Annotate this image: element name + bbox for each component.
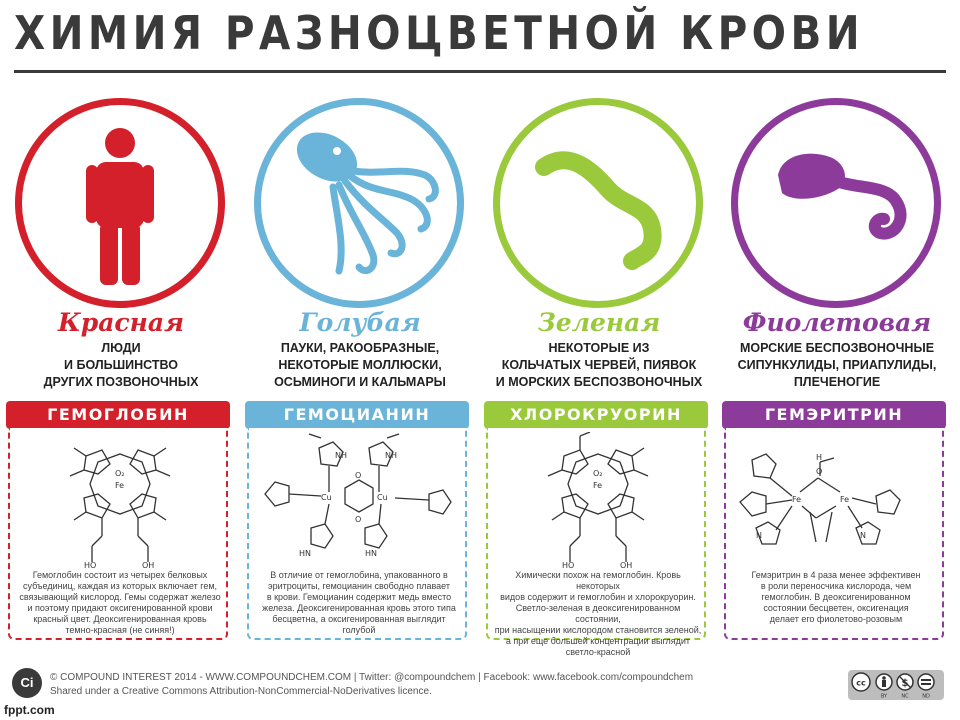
cc-license-badge [848, 670, 944, 700]
note-line: делает его фиолетово-розовым [769, 614, 903, 624]
pigment-box [247, 428, 467, 640]
svg-text:Cu: Cu [321, 493, 332, 502]
octopus-icon [261, 105, 457, 301]
circle-blue [254, 98, 464, 308]
note-line: Светло-зеленая в деоксигенированном состоянии, [515, 603, 681, 624]
watermark: fppt.com [4, 703, 55, 717]
organisms-description [6, 340, 236, 391]
desc-line: НЕКОТОРЫЕ МОЛЛЮСКИ, [278, 358, 442, 372]
note-line: и поэтому придают оксигенированной крови [27, 603, 213, 613]
color-name: Красная [58, 308, 184, 337]
note-line: субъединиц, каждая из которых включает гем, [22, 581, 218, 591]
hemocyanin-structure-icon [259, 432, 459, 572]
pigment-band: ГЕМОЦИАНИН [245, 401, 469, 429]
pigment-note [16, 570, 224, 636]
heme-structure-icon [20, 432, 220, 572]
svg-text:NH: NH [335, 451, 347, 460]
sipunculid-icon [738, 105, 934, 301]
note-line: в крови. Гемоцианин содержит медь вместо [266, 592, 452, 602]
organisms-description [484, 340, 714, 391]
svg-text:Fe: Fe [115, 481, 125, 490]
desc-line: ДРУГИХ ПОЗВОНОЧНЫХ [43, 375, 199, 389]
svg-text:O₂: O₂ [115, 469, 125, 478]
pigment-band: ГЕМОГЛОБИН [6, 401, 230, 429]
note-line: при насыщении кислородом становится зеленой, [494, 625, 702, 635]
note-line: Гемэритрин в 4 раза менее эффективен [751, 570, 921, 580]
desc-line: МОРСКИЕ БЕСПОЗВОНОЧНЫЕ [739, 341, 935, 355]
desc-line: И БОЛЬШИНСТВО [64, 358, 178, 372]
note-line: бесцветна, а оксигенированная выглядит голубой [272, 614, 446, 635]
desc-line: ЛЮДИ [101, 341, 141, 355]
page-title: ХИМИЯ РАЗНОЦВЕТНОЙ КРОВИ [14, 6, 864, 60]
svg-text:O₂: O₂ [593, 469, 603, 478]
svg-text:HN: HN [365, 549, 377, 558]
note-line: Гемоглобин состоит из четырех белковых [32, 570, 208, 580]
organisms-description [245, 340, 475, 391]
svg-text:N: N [860, 531, 866, 540]
pigment-note [732, 570, 940, 625]
pigment-band: ГЕМЭРИТРИН [722, 401, 946, 429]
note-line: состоянии бесцветен, оксигенация [763, 603, 909, 613]
footer-credits: © COMPOUND INTEREST 2014 - WWW.COMPOUNDCHEM.COM | Twitter: @compoundchem | Facebook: www.facebook.com/compoundchem [50, 672, 694, 683]
pigment-box [724, 428, 944, 640]
license-label: BY [880, 693, 888, 700]
note-line: эритроциты, гемоцианин свободно плавает [268, 581, 450, 591]
column-red [6, 90, 236, 650]
title-divider [14, 70, 946, 73]
svg-text:O: O [355, 515, 362, 524]
note-line: темно-красная (не синяя!) [65, 625, 175, 635]
circle-red [15, 98, 225, 308]
circle-purple [731, 98, 941, 308]
svg-text:Fe: Fe [593, 481, 603, 490]
desc-line: НЕКОТОРЫЕ ИЗ [548, 341, 650, 355]
note-line: видов содержит и гемоглобин и хлорокруорин. [500, 592, 696, 602]
organisms-description [722, 340, 952, 391]
pigment-note [494, 570, 702, 658]
note-line: железа. Деоксигенированная кровь этого типа [262, 603, 456, 613]
footer-license-text: Shared under a Creative Commons Attribution-NonCommercial-NoDerivatives licence. [50, 686, 432, 697]
column-green [484, 90, 714, 657]
svg-text:HN: HN [299, 549, 311, 558]
svg-text:N: N [756, 531, 762, 540]
nc-icon [897, 674, 913, 690]
svg-text:OH: OH [142, 561, 155, 570]
svg-text:O: O [816, 467, 823, 476]
nd-icon [918, 674, 934, 690]
by-icon [876, 674, 892, 690]
license-label: ND [922, 693, 930, 700]
note-line: в роли переносчика кислорода, чем [760, 581, 912, 591]
license-label: NC [901, 693, 909, 700]
svg-text:cc: cc [856, 678, 866, 688]
svg-text:OH: OH [620, 561, 633, 570]
svg-text:O: O [355, 471, 362, 480]
desc-line: СИПУНКУЛИДЫ, ПРИАПУЛИДЫ, [737, 358, 937, 372]
cc-icon [852, 673, 870, 691]
circle-green [493, 98, 703, 308]
note-line: красный цвет. Деоксигенированная кровь [33, 614, 207, 624]
svg-text:Fe: Fe [792, 495, 802, 504]
column-purple [722, 90, 952, 650]
note-line: а при еще большей концентрации выглядит [505, 636, 691, 646]
desc-line: ПАУКИ, РАКООБРАЗНЫЕ, [280, 341, 440, 355]
svg-text:H: H [816, 453, 823, 462]
pigment-note [255, 570, 463, 636]
note-line: связывающий кислород. Гемы содержат железо [19, 592, 221, 602]
note-line: Химически похож на гемоглобин. Кровь некоторых [515, 570, 681, 591]
note-line: В отличие от гемоглобина, упакованного в [270, 570, 448, 580]
note-line: светло-красной [565, 647, 631, 657]
chlorocruorin-structure-icon [498, 432, 698, 572]
svg-text:HO: HO [84, 561, 97, 570]
worm-icon [500, 105, 696, 301]
pigment-band: ХЛОРОКРУОРИН [484, 401, 708, 429]
svg-text:$: $ [901, 678, 909, 689]
human-icon [22, 105, 218, 301]
pigment-box [8, 428, 228, 640]
column-blue [245, 90, 475, 650]
desc-line: КОЛЬЧАТЫХ ЧЕРВЕЙ, ПИЯВОК [501, 358, 697, 372]
hemerythrin-structure-icon [736, 432, 936, 572]
pigment-box [486, 428, 706, 657]
svg-text:HO: HO [562, 561, 575, 570]
note-line: гемоглобин. В деоксигенированном [761, 592, 911, 602]
svg-text:NH: NH [385, 451, 397, 460]
desc-line: ОСЬМИНОГИ И КАЛЬМАРЫ [274, 375, 446, 389]
svg-text:Fe: Fe [840, 495, 850, 504]
desc-line: ПЛЕЧЕНОГИЕ [793, 375, 881, 389]
svg-text:Cu: Cu [377, 493, 388, 502]
color-name: Зеленая [537, 308, 661, 337]
color-name: Голубая [299, 308, 421, 337]
compound-interest-logo: Ci [12, 668, 42, 698]
desc-line: И МОРСКИХ БЕСПОЗВОНОЧНЫХ [495, 375, 703, 389]
color-name: Фиолетовая [742, 308, 932, 337]
